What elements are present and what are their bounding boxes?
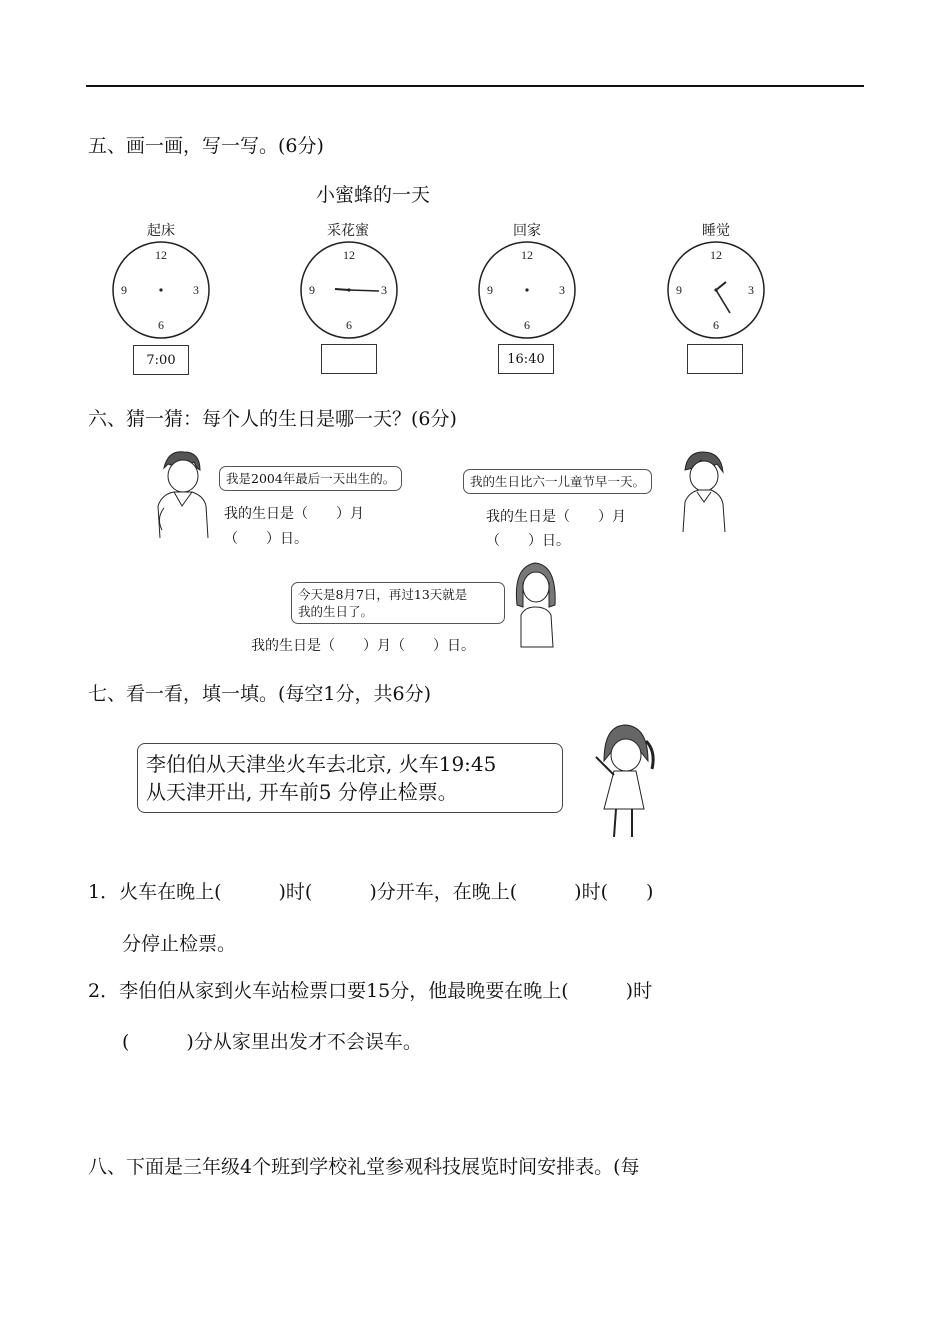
dial-number-6: 6 (713, 318, 719, 332)
question1-line1: 1．火车在晚上( )时( )分开车，在晚上( )时( ) (88, 881, 654, 903)
time-box-wake: 7:00 (133, 345, 189, 375)
dial-number-6: 6 (524, 318, 530, 332)
question1-line2: 分停止检票。 (122, 933, 237, 955)
girl-answer-line1: 我的生日是（ ）月（ ）日。 (251, 638, 475, 654)
dial-number-3: 3 (748, 283, 754, 297)
uncle-li-speech-bubble (137, 743, 563, 813)
dial-number-12: 12 (343, 248, 355, 262)
boy1-answer-line2: （ ）日。 (224, 531, 308, 547)
clock-minute-hand (716, 290, 730, 313)
girl-speech-line1: 今天是8月7日，再过13天就是 (298, 587, 468, 602)
dial-number-9: 9 (487, 283, 493, 297)
clock-nectar (297, 240, 401, 344)
clock-label-sleep: 睡觉 (702, 223, 730, 239)
boy1-answer-line1: 我的生日是（ ）月 (224, 506, 364, 522)
clock-label-home: 回家 (513, 223, 541, 239)
top-rule (86, 85, 864, 87)
girl-speech-bubble (291, 582, 505, 624)
dial-number-3: 3 (559, 283, 565, 297)
speech-line2: 从天津开出, 开车前5 分停止检票。 (146, 780, 458, 804)
clock-wake (109, 240, 213, 344)
dial-number-9: 9 (121, 283, 127, 297)
dial-number-3: 3 (381, 283, 387, 297)
time-box-home: 16:40 (498, 344, 554, 374)
section8-heading: 八、下面是三年级4个班到学校礼堂参观科技展览时间安排表。(每 (88, 1156, 640, 1178)
girl-speech-line2: 我的生日了。 (298, 604, 374, 619)
dial-number-9: 9 (676, 283, 682, 297)
boy2-speech-bubble: 我的生日比六一儿童节早一天。 (463, 469, 652, 494)
dial-number-3: 3 (193, 283, 199, 297)
section7-heading: 七、看一看，填一填。(每空1分，共6分) (88, 683, 432, 705)
girl-illustration (511, 557, 561, 649)
boy1-speech-bubble: 我是2004年最后一天出生的。 (219, 466, 402, 491)
clock-sleep (664, 240, 768, 344)
clock-hour-hand (716, 282, 726, 290)
section6-heading: 六、猜一猜：每个人的生日是哪一天？(6分) (88, 408, 457, 430)
clock-label-nectar: 采花蜜 (327, 223, 369, 239)
speech-line1: 李伯伯从天津坐火车去北京, 火车19:45 (146, 752, 497, 776)
clock-hour-hand (335, 289, 349, 290)
time-box-sleep[interactable] (687, 344, 743, 374)
clock-label-wake: 起床 (147, 223, 175, 239)
dial-number-6: 6 (346, 318, 352, 332)
clock-minute-hand (349, 290, 379, 291)
boy2-illustration (677, 448, 731, 533)
dial-number-12: 12 (521, 248, 533, 262)
boy2-answer-line2: （ ）日。 (486, 533, 570, 549)
waving-girl-illustration (592, 721, 658, 841)
dial-number-12: 12 (155, 248, 167, 262)
clock-home (475, 240, 579, 344)
section5-heading: 五、画一画，写一写。(6分) (88, 135, 324, 157)
time-box-nectar[interactable] (321, 344, 377, 374)
dial-number-6: 6 (158, 318, 164, 332)
boy2-answer-line1: 我的生日是（ ）月 (486, 509, 626, 525)
question2-line1: 2．李伯伯从家到火车站检票口要15分，他最晚要在晚上( )时 (88, 980, 653, 1002)
boy1-illustration (150, 446, 212, 541)
dial-number-9: 9 (309, 283, 315, 297)
dial-number-12: 12 (710, 248, 722, 262)
question2-line2: ( )分从家里出发才不会误车。 (122, 1031, 422, 1053)
section5-title: 小蜜蜂的一天 (316, 184, 431, 206)
